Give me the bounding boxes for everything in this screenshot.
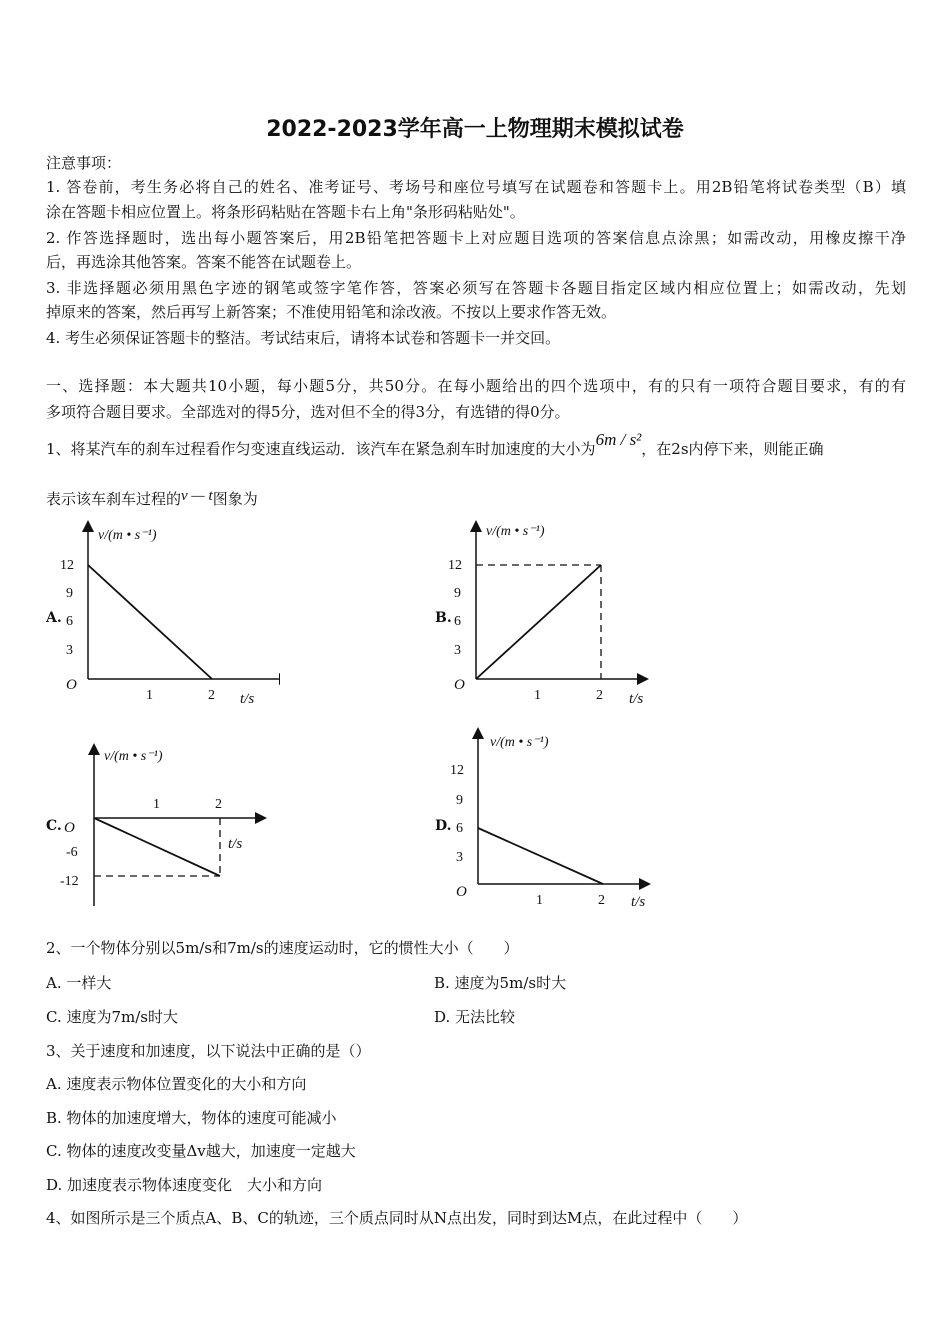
graph-c-ytick-neg12: -12 [60,874,79,889]
graph-a-ylabel: v/(m • s⁻¹) [98,528,157,543]
graph-b-xtick-1: 1 [534,688,541,703]
graph-b-line [476,565,601,679]
graph-d-xtick-2: 2 [598,893,605,908]
graph-d-ytick-9: 9 [456,793,463,808]
graph-b-ylabel: v/(m • s⁻¹) [486,524,545,539]
notice-line-7: 4. 考生必须保证答题卡的整洁。考试结束后，请将本试卷和答题卡一并交回。 [46,329,561,347]
q1-part1: 1、将某汽车的刹车过程看作匀变速直线运动．该汽车在紧急刹车时加速度的大小为 [46,440,596,458]
graph-d-xtick-1: 1 [536,893,543,908]
q2-option-a[interactable]: A. 一样大 [46,974,112,992]
graph-a [60,515,280,714]
notice-heading: 注意事项： [46,154,122,172]
notice-line-1: 1. 答卷前，考生务必将自己的姓名、准考证号、考场号和座位号填写在试题卷和答题卡上。用2B铅笔将试卷类型（B）填 [46,178,906,196]
graph-a-ytick-3: 3 [66,643,73,658]
graph-a-xtick-2: 2 [208,688,215,703]
graph-b [448,515,668,714]
graph-d-ylabel: v/(m • s⁻¹) [490,735,549,750]
graph-c [60,738,280,917]
graph-c-xtick-1: 1 [153,797,160,812]
page-title: 2022-2023学年高一上物理期末模拟试卷 [266,117,684,142]
q1-part2: ，在2s内停下来，则能正确 [641,440,824,458]
section-line-2: 多项符合题目要求。全部选对的得5分，选对但不全的得3分，有选错的得0分。 [46,403,570,421]
graph-c-ytick-neg6: -6 [66,845,78,860]
graph-b-ytick-6: 6 [454,614,461,629]
graph-d-origin: O [456,884,467,900]
q1-line2b: 图象为 [212,490,258,508]
q3-stem: 3、关于速度和加速度，以下说法中正确的是（） [46,1042,371,1060]
graph-a-origin: O [66,677,77,693]
q4-stem: 4、如图所示是三个质点A、B、C的轨迹，三个质点同时从N点出发，同时到达M点，在此过程中（ ） [46,1209,748,1227]
graph-b-xtick-2: 2 [596,688,603,703]
graph-c-line [94,818,220,876]
graph-a-ytick-9: 9 [66,586,73,601]
notice-line-2: 涂在答题卡相应位置上。将条形码粘贴在答题卡右上角"条形码粘贴处"。 [46,203,525,221]
notice-line-5: 3. 非选择题必须用黑色字迹的钢笔或签字笔作答，答案必须写在答题卡各题目指定区域内相应位置上；如需改动，先划 [46,279,906,297]
q2-option-d[interactable]: D. 无法比较 [434,1008,516,1026]
graph-d-line [478,828,603,884]
graph-a-line [88,565,212,679]
q2-stem: 2、一个物体分别以5m/s和7m/s的速度运动时，它的惯性大小（ ） [46,939,519,957]
q3-option-d[interactable]: D. 加速度表示物体速度变化 大小和方向 [46,1176,323,1194]
section-line-1: 一、选择题：本大题共10小题，每小题5分，共50分。在每小题给出的四个选项中，有的只有一项符合题目要求，有的有 [46,377,906,395]
graph-b-ytick-9: 9 [454,586,461,601]
graph-b-ytick-3: 3 [454,643,461,658]
q3-option-a[interactable]: A. 速度表示物体位置变化的大小和方向 [46,1075,307,1093]
graph-c-xlabel: t/s [228,836,243,852]
notice-line-6: 掉原来的答案，然后再写上新答案；不准使用铅笔和涂改液。不按以上要求作答无效。 [46,303,617,321]
graph-d-ytick-3: 3 [456,850,463,865]
notice-line-4: 后，再选涂其他答案。答案不能答在试题卷上。 [46,253,362,271]
graph-a-ytick-6: 6 [66,614,73,629]
graph-b-ytick-12: 12 [448,558,462,573]
q1-line2a: 表示该车刹车过程的 [46,490,182,508]
graph-d-xlabel: t/s [631,894,646,910]
graph-d-label[interactable]: D. [435,818,452,834]
graph-c-xtick-2: 2 [215,797,222,812]
q1-accel: 6m / s² [595,430,642,449]
q1-stem-line-2 [46,489,258,510]
graph-a-xtick-1: 1 [146,688,153,703]
graph-c-label[interactable]: C. [46,818,62,834]
graph-a-xlabel: t/s [240,691,255,707]
graph-d [450,722,670,921]
graph-b-label[interactable]: B. [435,610,452,626]
q3-option-b[interactable]: B. 物体的加速度增大，物体的速度可能减小 [46,1109,337,1127]
notice-line-3: 2. 作答选择题时，选出每小题答案后，用2B铅笔把答题卡上对应题目选项的答案信息点涂黑；如需改动，用橡皮擦干净 [46,229,906,247]
graph-a-label[interactable]: A. [46,610,62,626]
graph-a-ytick-12: 12 [60,558,74,573]
graph-c-ylabel: v/(m • s⁻¹) [104,749,163,764]
q1-vt: v — t [181,488,213,504]
q3-option-c[interactable]: C. 物体的速度改变量Δv越大，加速度一定越大 [46,1142,356,1160]
graph-d-ytick-6: 6 [456,821,463,836]
q2-option-b[interactable]: B. 速度为5m/s时大 [434,974,567,992]
q1-stem-line-1 [46,430,824,459]
q2-option-c[interactable]: C. 速度为7m/s时大 [46,1008,178,1026]
graph-c-origin: O [64,820,75,836]
graph-d-ytick-12: 12 [450,763,464,778]
graph-b-origin: O [454,677,465,693]
graph-b-xlabel: t/s [629,691,644,707]
